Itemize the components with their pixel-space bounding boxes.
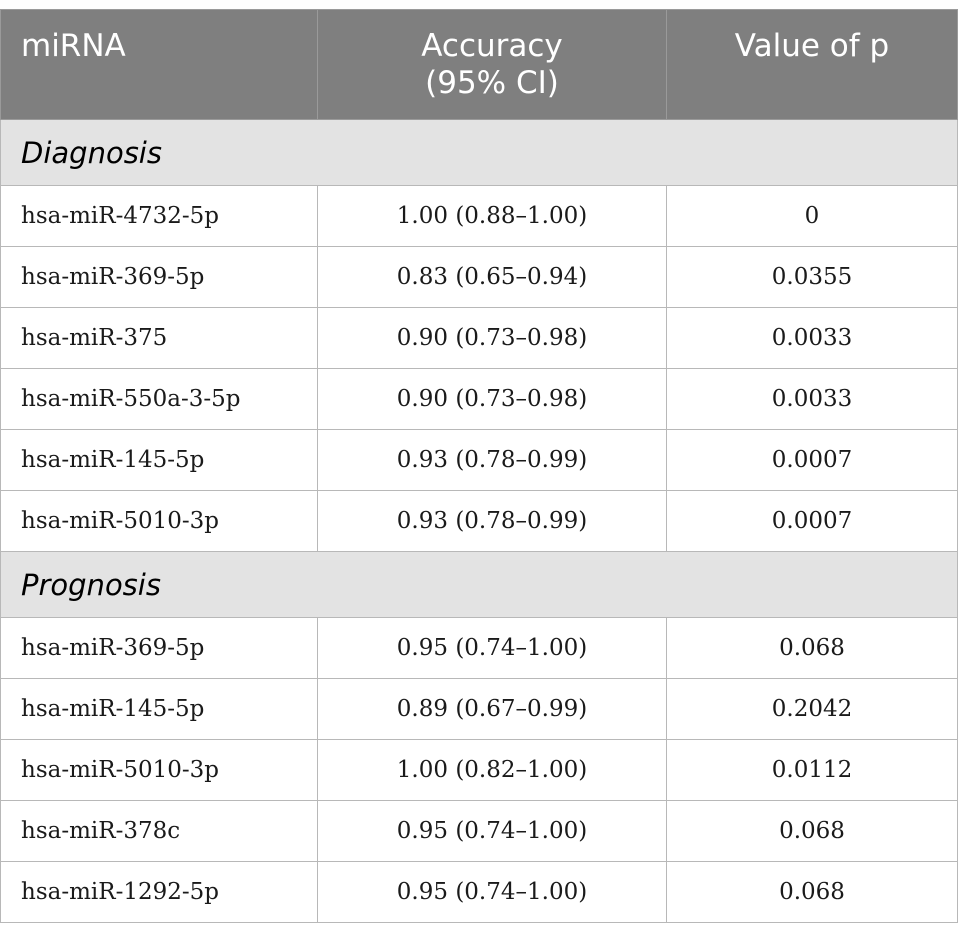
p-value-cell: 0.0007 xyxy=(667,491,958,552)
table-row xyxy=(1,618,958,679)
accuracy-cell: 0.93 (0.78–0.99) xyxy=(318,430,667,491)
mirna-cell: hsa-miR-145-5p xyxy=(1,679,318,740)
p-value-cell: 0.0033 xyxy=(667,308,958,369)
mirna-cell: hsa-miR-145-5p xyxy=(1,430,318,491)
header-mirna: miRNA xyxy=(1,10,318,120)
table-row xyxy=(1,247,958,308)
mirna-accuracy-table xyxy=(0,9,958,923)
table-row xyxy=(1,491,958,552)
mirna-cell: hsa-miR-375 xyxy=(1,308,318,369)
p-value-cell: 0.0355 xyxy=(667,247,958,308)
table-row xyxy=(1,740,958,801)
accuracy-cell: 0.95 (0.74–1.00) xyxy=(318,862,667,923)
section-title: Prognosis xyxy=(1,552,958,618)
p-value-cell: 0.0033 xyxy=(667,369,958,430)
mirna-cell: hsa-miR-369-5p xyxy=(1,618,318,679)
p-value-cell: 0.068 xyxy=(667,862,958,923)
accuracy-cell: 0.95 (0.74–1.00) xyxy=(318,618,667,679)
table-header xyxy=(1,10,958,120)
table-row xyxy=(1,679,958,740)
section-title: Diagnosis xyxy=(1,120,958,186)
header-p-value: Value of p xyxy=(667,10,958,120)
header-accuracy-line1: Accuracy xyxy=(421,28,563,64)
accuracy-cell: 1.00 (0.82–1.00) xyxy=(318,740,667,801)
mirna-cell: hsa-miR-4732-5p xyxy=(1,186,318,247)
accuracy-cell: 0.95 (0.74–1.00) xyxy=(318,801,667,862)
accuracy-cell: 0.89 (0.67–0.99) xyxy=(318,679,667,740)
table-row xyxy=(1,186,958,247)
table-row xyxy=(1,801,958,862)
accuracy-cell: 0.90 (0.73–0.98) xyxy=(318,369,667,430)
p-value-cell: 0.2042 xyxy=(667,679,958,740)
mirna-cell: hsa-miR-5010-3p xyxy=(1,491,318,552)
p-value-cell: 0.0112 xyxy=(667,740,958,801)
mirna-cell: hsa-miR-5010-3p xyxy=(1,740,318,801)
p-value-cell: 0.068 xyxy=(667,618,958,679)
table-row xyxy=(1,862,958,923)
table-row xyxy=(1,369,958,430)
accuracy-cell: 1.00 (0.88–1.00) xyxy=(318,186,667,247)
table-row xyxy=(1,430,958,491)
mirna-cell: hsa-miR-550a-3-5p xyxy=(1,369,318,430)
accuracy-cell: 0.90 (0.73–0.98) xyxy=(318,308,667,369)
accuracy-cell: 0.93 (0.78–0.99) xyxy=(318,491,667,552)
p-value-cell: 0.068 xyxy=(667,801,958,862)
p-value-cell: 0.0007 xyxy=(667,430,958,491)
header-accuracy-line2: (95% CI) xyxy=(425,65,559,101)
mirna-cell: hsa-miR-378c xyxy=(1,801,318,862)
section-row-diagnosis xyxy=(1,120,958,186)
header-accuracy xyxy=(318,10,667,120)
table-row xyxy=(1,308,958,369)
mirna-cell: hsa-miR-1292-5p xyxy=(1,862,318,923)
table-body xyxy=(1,120,958,923)
accuracy-cell: 0.83 (0.65–0.94) xyxy=(318,247,667,308)
mirna-cell: hsa-miR-369-5p xyxy=(1,247,318,308)
section-row-prognosis xyxy=(1,552,958,618)
p-value-cell: 0 xyxy=(667,186,958,247)
